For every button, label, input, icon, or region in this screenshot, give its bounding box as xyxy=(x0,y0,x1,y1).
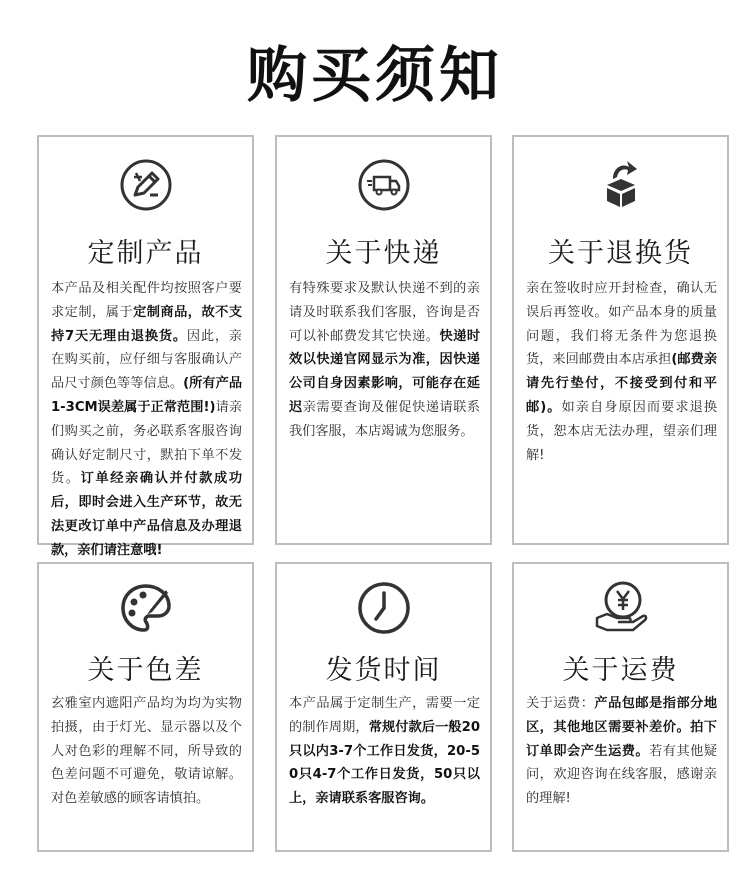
card-body xyxy=(51,692,242,811)
card-body xyxy=(51,277,242,563)
card-body xyxy=(289,277,480,444)
text-segment: 请亲们购买之前，务必联系客服咨询确认好定制尺寸，默拍下单不发货。 xyxy=(51,399,243,487)
card-color-difference xyxy=(37,562,254,852)
card-express xyxy=(275,135,492,545)
text-segment: 若有其他疑问，欢迎咨询在线客服，感谢亲的理解! xyxy=(526,743,718,807)
card-body xyxy=(526,277,717,467)
text-segment: 关于运费： xyxy=(526,696,595,711)
text-segment: 本产品属于定制生产，需要一定的制作周期， xyxy=(289,696,480,735)
card-shipping-time xyxy=(275,562,492,852)
card-title: 关于色差 xyxy=(87,655,204,686)
card-custom-product xyxy=(37,135,254,558)
palette-icon xyxy=(118,580,174,636)
card-body xyxy=(289,692,480,811)
text-segment-bold: 定制商品，故不支持7天无理由退换货。 xyxy=(51,304,243,344)
card-title: 关于运费 xyxy=(562,655,679,686)
card-body xyxy=(526,692,717,811)
text-segment: 因此，亲在购买前，应仔细与客服确认产品尺寸颜色等等信息。 xyxy=(51,328,242,392)
text-segment: 有特殊要求及默认快递不到的亲请及时联系我们客服，咨询是否可以补邮费发其它快递。 xyxy=(289,281,480,344)
text-segment-bold: 常规付款后一般20只以内3-7个工作日发货，20-50只4-7个工作日发货，50只以上，亲请联系客服咨询。 xyxy=(289,719,480,807)
page-title: 购买须知 xyxy=(247,41,503,111)
delivery-truck-icon xyxy=(356,157,412,213)
text-segment: 本产品及相关配件均按照客户要求定制，属于 xyxy=(51,281,242,320)
card-return-exchange xyxy=(512,135,729,545)
card-title: 关于快递 xyxy=(325,238,442,269)
text-segment-bold: 产品包邮是指部分地区，其他地区需要补差价。拍下订单即会产生运费。 xyxy=(526,696,718,759)
text-segment-bold: 快递时效以快递官网显示为准，因快递公司自身因素影响，可能存在延迟 xyxy=(289,328,481,415)
yuan-hand-icon xyxy=(593,578,649,634)
pencil-edit-icon xyxy=(118,157,174,213)
clock-icon xyxy=(356,580,412,636)
text-segment-bold: (邮费亲请先行垫付，不接受到付和平邮)。 xyxy=(526,352,718,415)
text-segment: 亲在签收时应开封检查，确认无误后再签收。如产品本身的质量问题，我们将无条件为您退换货，来回邮费由本店承担 xyxy=(526,281,717,368)
card-title: 定制产品 xyxy=(87,238,204,269)
card-title: 发货时间 xyxy=(325,655,442,686)
card-shipping-fee xyxy=(512,562,729,852)
text-segment-bold: (所有产品1-3CM误差属于正常范围!) xyxy=(51,376,242,415)
return-box-icon xyxy=(593,155,649,211)
text-segment: 如亲自身原因而要求退换货，恕本店无法办理，望亲们理解! xyxy=(526,399,718,463)
card-title: 关于退换货 xyxy=(548,238,693,269)
text-segment-bold: 订单经亲确认并付款成功后，即时会进入生产环节，故无法更改订单中产品信息及办理退款，亲们请注意哦! xyxy=(51,471,243,558)
text-segment: 亲需要查询及催促快递请联系我们客服，本店竭诚为您服务。 xyxy=(289,399,481,439)
text-segment: 玄雅室内遮阳产品均为均为实物拍摄，由于灯光、显示器以及个人对色彩的理解不同，所导致的色差问题不可避免，敬请谅解。对色差敏感的顾客请慎拍。 xyxy=(51,696,242,807)
